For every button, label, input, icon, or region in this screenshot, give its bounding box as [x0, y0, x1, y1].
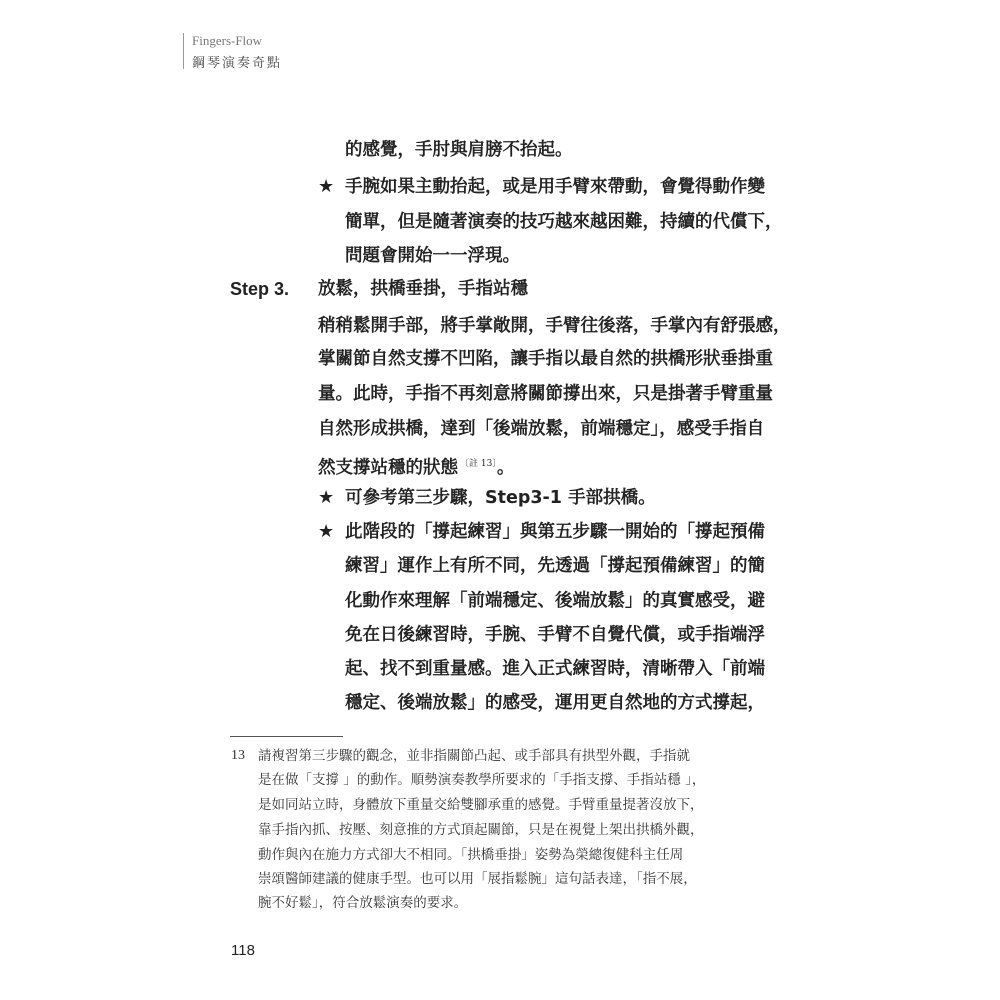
bullet3-line: 穩定、後端放鬆」的感受，運用更自然地的方式撐起， [345, 693, 765, 713]
bullet2-line: 可參考第三步驟，Step3-1 手部拱橋。 [345, 488, 656, 508]
footnote-line: 靠手指內抓、按壓、刻意推的方式頂起關節，只是在視覺上架出拱橋外觀， [258, 822, 704, 838]
header-rule [183, 33, 184, 69]
footnote-line: 動作與內在施力方式卻大不相同。「拱橋垂掛」姿勢為榮總復健科主任周 [258, 847, 684, 863]
header-book-title: 鋼琴演奏奇點 [192, 56, 283, 71]
step-label: Step 3. [230, 279, 290, 299]
bullet3-line: 起、找不到重量感。進入正式練習時，清晰帶入「前端 [345, 659, 765, 679]
bullet1-line: 簡單，但是隨著演奏的技巧越來越困難，持續的代償下， [345, 212, 783, 232]
footnote-reference: 〔註 13〕 [460, 459, 497, 469]
header-series-title: Fingers-Flow [192, 33, 263, 48]
bullet3-line: 練習」運作上有所不同，先透過「撐起預備練習」的簡 [345, 556, 765, 576]
step3-paragraph-line: 量。此時，手指不再刻意將關節撐出來，只是掛著手臂重量 [318, 384, 773, 404]
footnote-divider [230, 736, 343, 737]
bullet1-line: 問題會開始一一浮現。 [345, 246, 520, 266]
footnote-line: 請複習第三步驟的觀念，並非指關節凸起、或手部具有拱型外觀，手指就 [258, 748, 690, 764]
star-bullet-icon: ★ [318, 176, 335, 197]
body-line-continuation: 的感覺，手肘與肩膀不抬起。 [345, 140, 573, 160]
star-bullet-icon: ★ [318, 487, 335, 508]
step3-paragraph-end: 。 [496, 458, 515, 478]
footnote-line: 是在做「支撐 」的動作。順勢演奏教學所要求的「手指支撐、手指站穩 」， [258, 772, 706, 788]
footnote-line: 是如同站立時，身體放下重量交給雙腳承重的感覺。手臂重量提著沒放下， [258, 797, 704, 813]
footnote-line: 腕不好鬆」，符合放鬆演奏的要求。 [258, 895, 468, 911]
bullet3-line: 化動作來理解「前端穩定、後端放鬆」的真實感受，避 [345, 591, 765, 611]
step3-paragraph-line: 自然形成拱橋，達到「後端放鬆，前端穩定」，感受手指自 [318, 419, 765, 439]
step3-paragraph-line: 掌關節自然支撐不凹陷，讓手指以最自然的拱橋形狀垂掛重 [318, 349, 773, 369]
footnote-number: 13 [231, 748, 245, 763]
step3-paragraph-text: 然支撐站穩的狀態 [318, 458, 458, 478]
step3-paragraph-last-line [318, 452, 514, 480]
bullet3-line: 免在日後練習時，手腕、手臂不自覺代償，或手指端浮 [345, 625, 765, 645]
star-bullet-icon: ★ [318, 521, 335, 542]
footnote-line: 崇頌醫師建議的健康手型。也可以用「展指鬆腕」這句話表達，「指不展， [258, 871, 697, 887]
bullet1-line: 手腕如果主動抬起，或是用手臂來帶動，會覺得動作變 [345, 177, 765, 197]
step3-paragraph-line: 稍稍鬆開手部，將手掌敞開，手臂往後落，手掌內有舒張感， [318, 316, 791, 336]
page-number: 118 [231, 942, 255, 959]
bullet3-line: 此階段的「撐起練習」與第五步驟一開始的「撐起預備 [345, 522, 765, 542]
step-heading: 放鬆，拱橋垂掛，手指站穩 [318, 279, 528, 299]
